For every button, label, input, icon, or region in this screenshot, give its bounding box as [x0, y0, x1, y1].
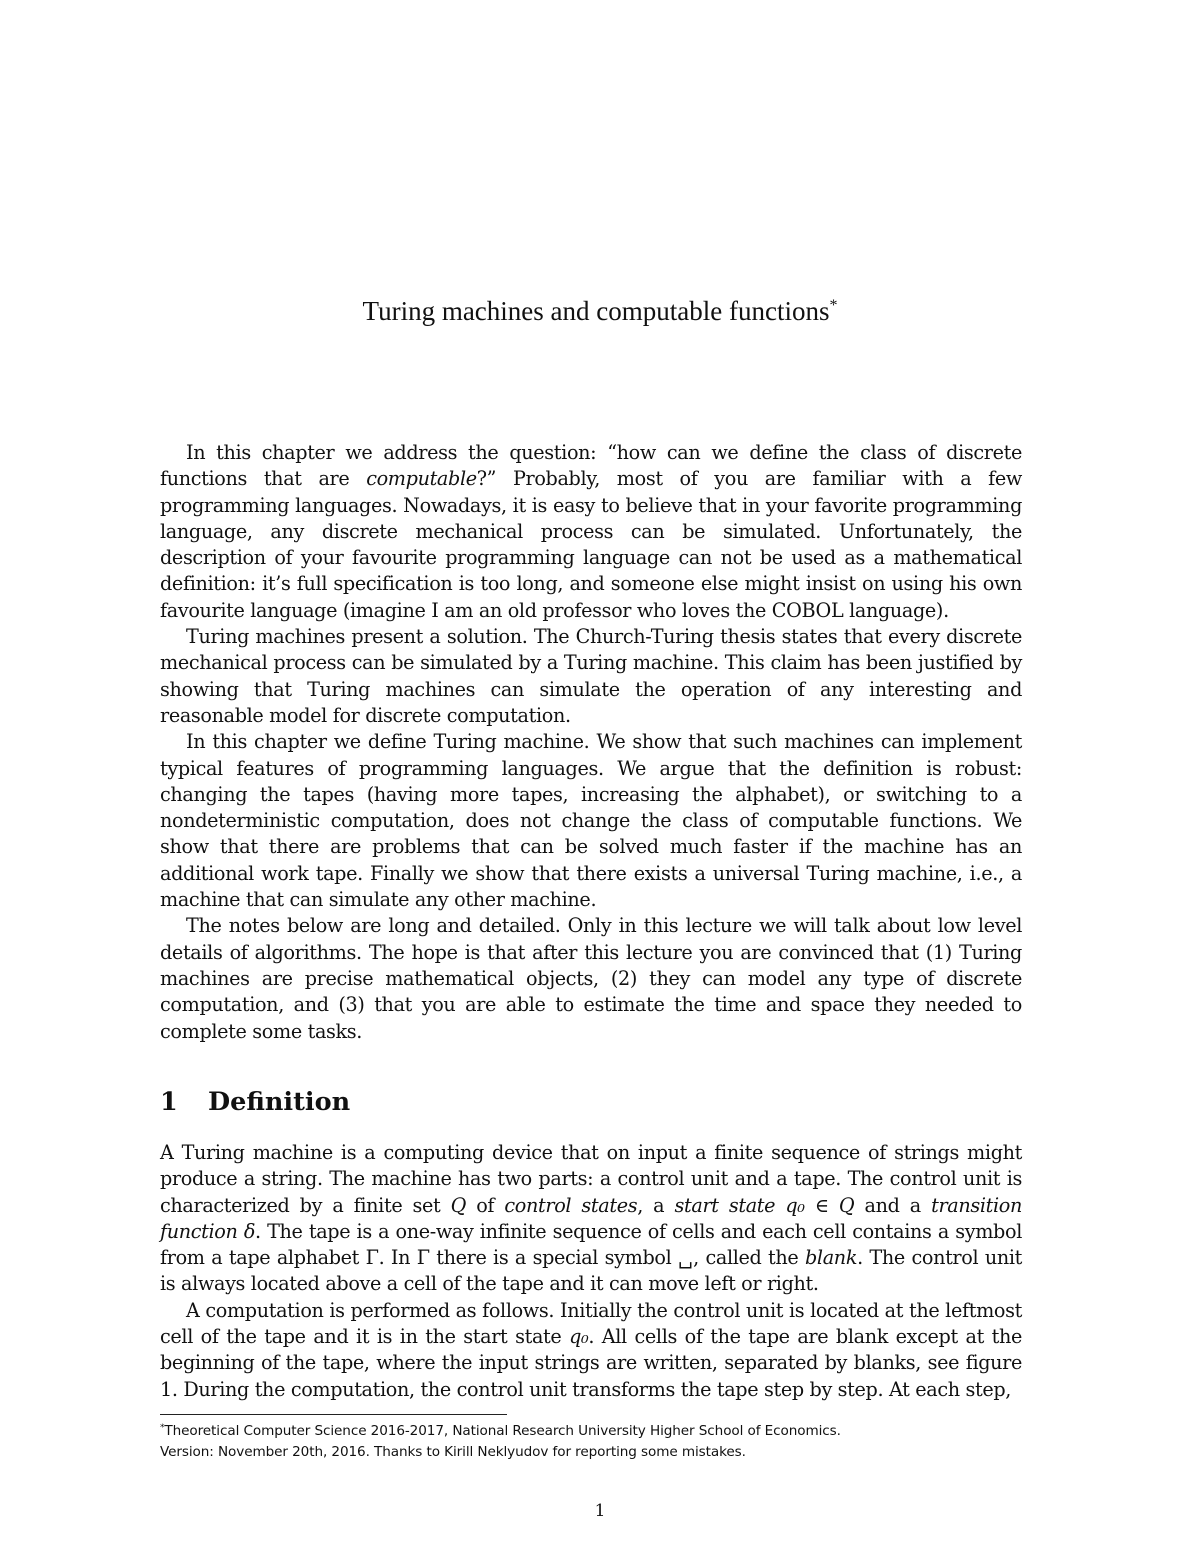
- intro-paragraph-4: The notes below are long and detailed. Only in this lecture we will talk about low level details of algorithms. The hope is that after this lecture you are convinced that (1) Turing machines are precise mathematical objects, (2) they can model any type of discrete computation, and (3) that you are able to estimate the time and space they needed to complete some tasks.: [160, 914, 1022, 1043]
- intro-section: [160, 440, 1022, 1045]
- footnote: [160, 1421, 1040, 1463]
- intro-paragraph-3: In this chapter we define Turing machine. We show that such machines can implement typical features of programming languages. We argue that the definition is robust: changing the tapes (having more tapes, increasing the alphabet), or switching to a nondeterministic computation, does not change the class of computable functions. We show that there are problems that can be solved much faster if the machine has an additional work tape. Finally we show that there exists a universal Turing machine, i.e., a machine that can simulate any other machine.: [160, 730, 1022, 912]
- definition-paragraph-2: A computation is performed as follows. Initially the control unit is located at the leftmost cell of the tape and it is in the start state q₀. All cells of the tape are blank except at the beginning of the tape, where the input strings are written, separated by blanks, see figure 1. During the computation, the control unit transforms the tape step by step. At each step,: [160, 1298, 1022, 1401]
- definition-section: [160, 1140, 1022, 1403]
- emphasis-transition-function: transition function δ: [160, 1193, 1022, 1243]
- title-footnote-mark: *: [829, 297, 838, 314]
- section-number: 1: [160, 1087, 178, 1117]
- intro-paragraph-1: In this chapter we address the question: “how can we define the class of discrete functions that are computable?” Probably, most of you are familiar with a few programming languages. Nowadays, it is easy to believe that in your favorite programming language, any discrete mechanical process can be simulated. Unfortunately, the description of your favourite programming language can not be used as a mathematical definition: it’s full specification is too long, and someone else might insist on using his own favourite language (imagine I am an old professor who loves the COBOL language).: [160, 441, 1023, 622]
- math-Q: Q: [450, 1193, 467, 1217]
- emphasis-blank: blank: [805, 1246, 858, 1270]
- intro-paragraph-2: Turing machines present a solution. The Church-Turing thesis states that every discrete mechanical process can be simulated by a Turing machine. This claim has been justified by showing that Turing machines can simulate the operation of any interesting and reasonable model for discrete computation.: [160, 625, 1022, 727]
- emphasis-computable: computable: [366, 467, 477, 491]
- emphasis-control-states: control states: [504, 1193, 638, 1217]
- math-q0: q₀: [569, 1325, 589, 1349]
- math-q0-in-Q: q₀ ∈ Q: [785, 1193, 855, 1217]
- title-text: Turing machines and computable functions: [362, 296, 830, 326]
- footnote-line-1: *Theoretical Computer Science 2016-2017, National Research University Higher School of Economics.: [160, 1423, 841, 1439]
- footnote-line-2: Version: November 20th, 2016. Thanks to Kirill Neklyudov for reporting some mistakes.: [160, 1444, 746, 1460]
- paper-title: [0, 293, 1200, 329]
- definition-paragraph-1: A Turing machine is a computing device that on input a finite sequence of strings might produce a string. The machine has two parts: a control unit and a tape. The control unit is characterized by a finite set Q of control states, a start state q₀ ∈ Q and a transition function δ. The tape is a one-way infinite sequence of cells and each cell contains a symbol from a tape alphabet Γ. In Γ there is a special symbol ␣, called the blank. The control unit is always located above a cell of the tape and it can move left or right.: [160, 1141, 1022, 1296]
- page-number: 1: [594, 1501, 606, 1521]
- section-title: Definition: [208, 1087, 351, 1117]
- footnote-divider: [160, 1414, 507, 1415]
- footnote-mark: *: [160, 1423, 165, 1433]
- emphasis-start-state: start state: [674, 1193, 776, 1217]
- section-heading-definition: [160, 1086, 350, 1118]
